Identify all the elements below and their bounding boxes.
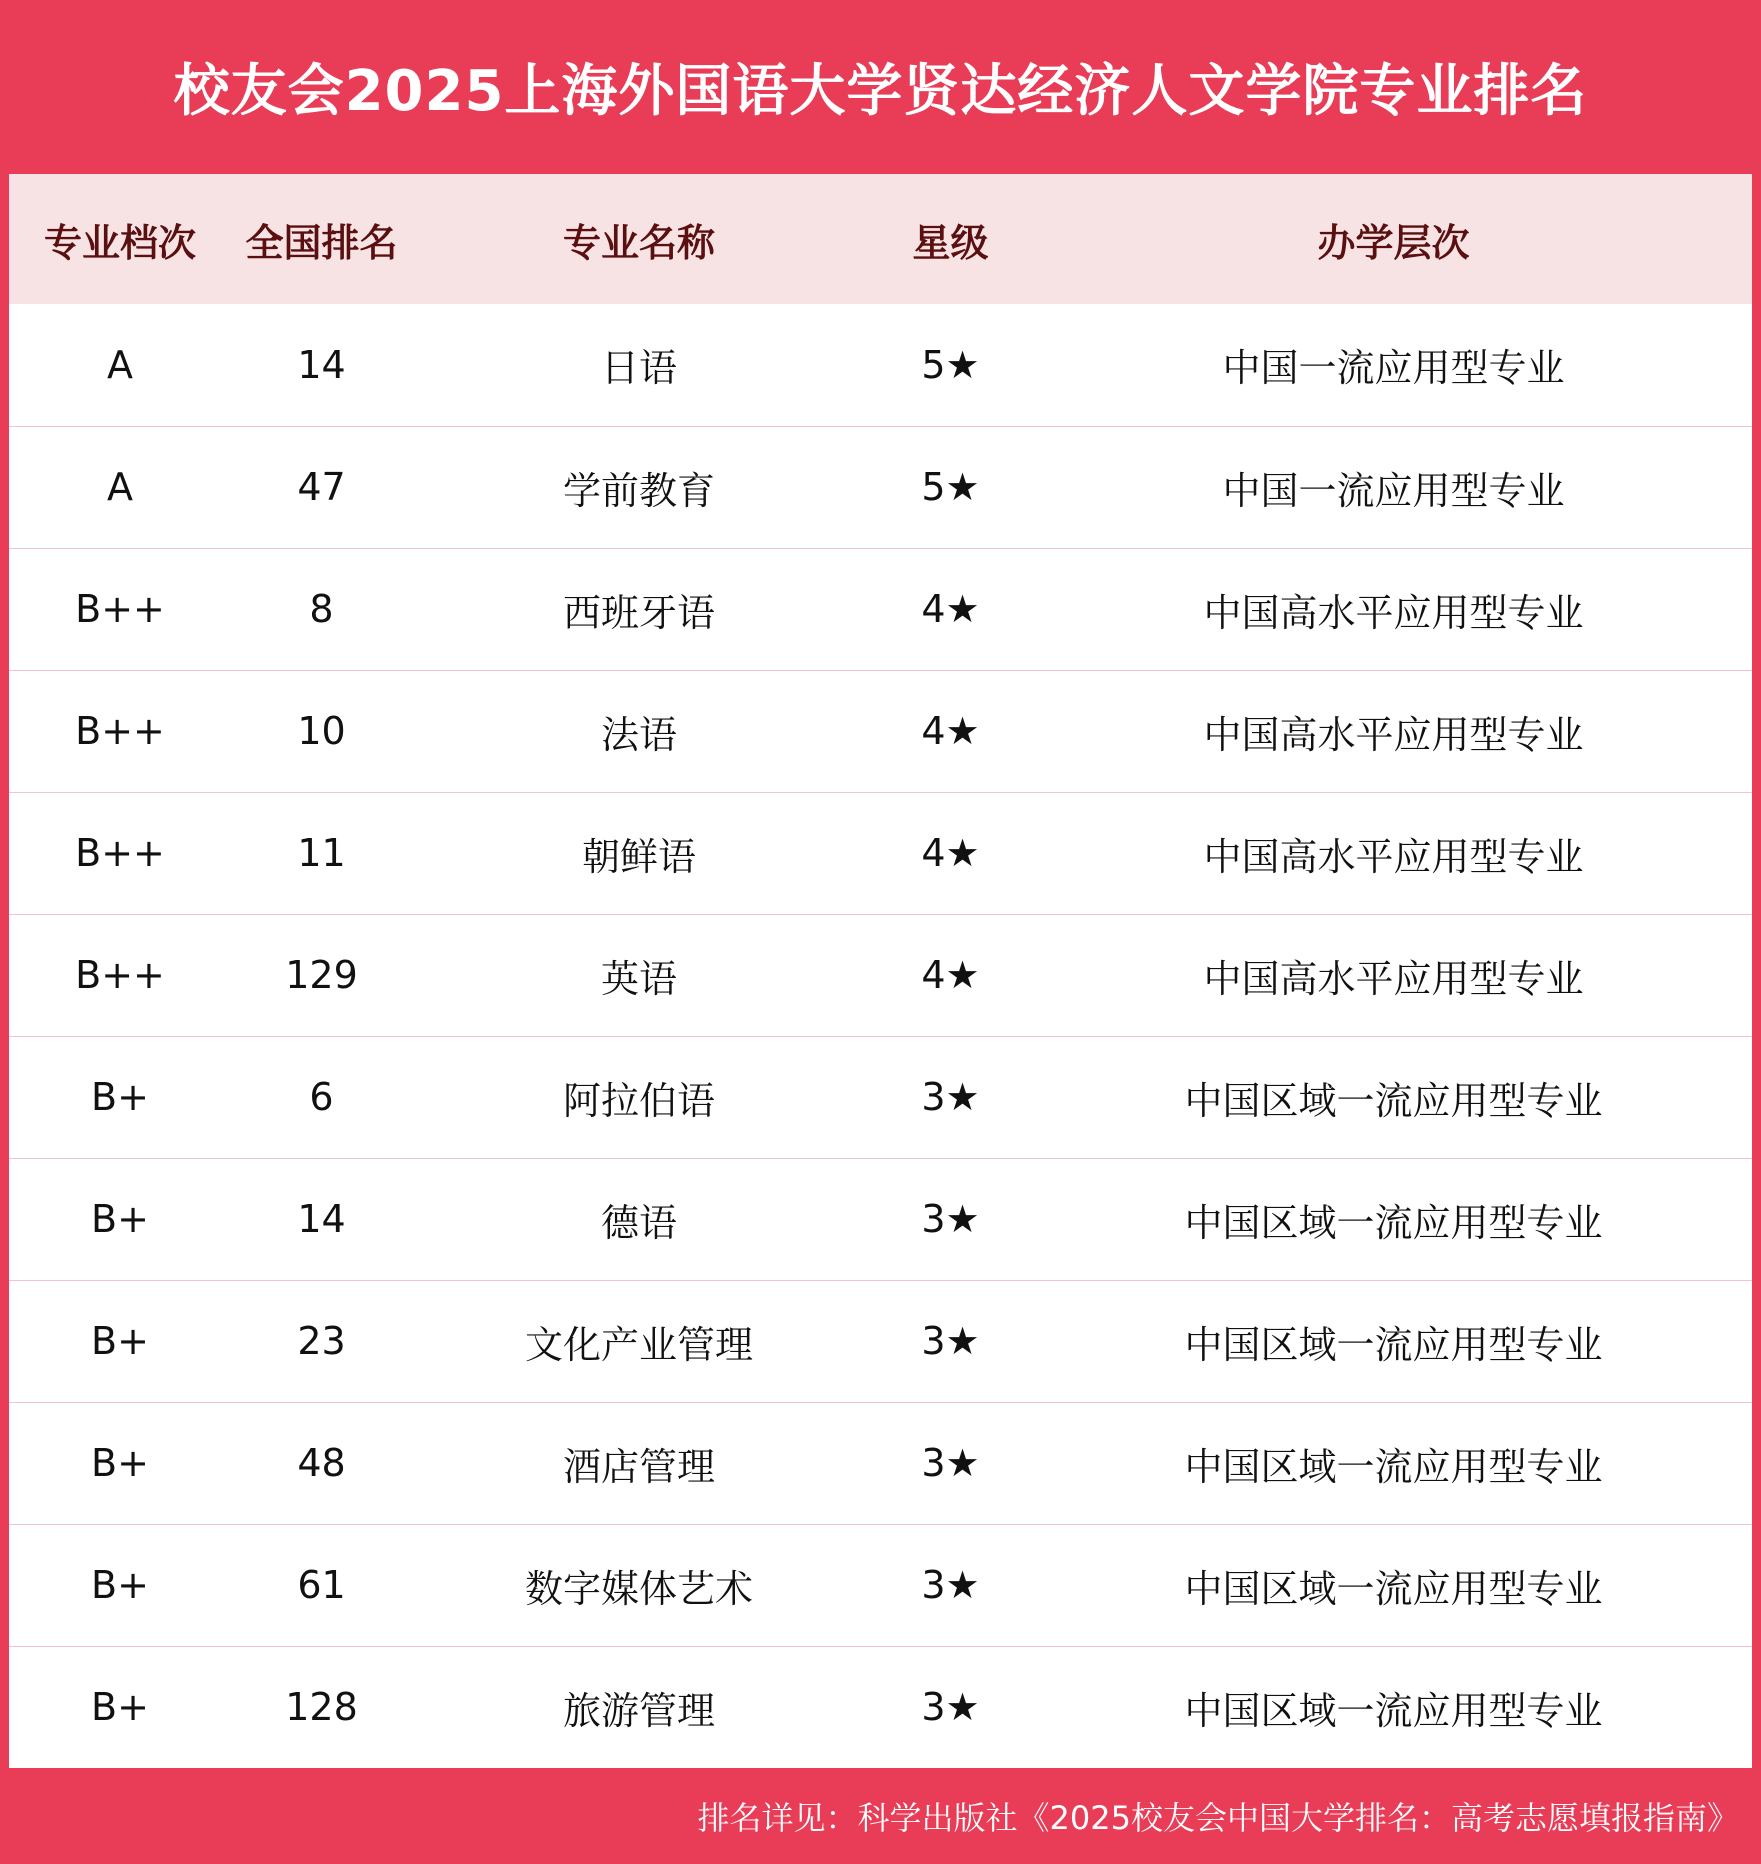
cell-level: B+ [91, 1319, 149, 1363]
cell-name: 西班牙语 [562, 590, 715, 635]
ranking-table-container [9, 174, 1752, 1768]
cell-name: 文化产业管理 [524, 1322, 753, 1367]
cell-level: B++ [75, 709, 165, 753]
cell-star: 3★ [921, 1075, 980, 1119]
table-row [9, 792, 1752, 914]
cell-level: B+ [91, 1441, 149, 1485]
table-row [9, 1524, 1752, 1646]
cell-rank: 6 [309, 1075, 334, 1119]
footer-bar [0, 1768, 1761, 1864]
cell-name: 学前教育 [562, 468, 715, 513]
source-note: 排名详见：科学出版社《2025校友会中国大学排名：高考志愿填报指南》 [697, 1799, 1739, 1837]
cell-type: 中国高水平应用型专业 [1203, 834, 1584, 879]
cell-level: A [107, 465, 133, 509]
cell-level: B+ [91, 1075, 149, 1119]
cell-type: 中国一流应用型专业 [1222, 468, 1565, 513]
cell-type: 中国高水平应用型专业 [1203, 712, 1584, 757]
cell-star: 4★ [921, 587, 980, 631]
cell-star: 3★ [921, 1197, 980, 1241]
cell-level: B++ [75, 587, 165, 631]
cell-star: 3★ [921, 1441, 980, 1485]
cell-name: 数字媒体艺术 [524, 1566, 753, 1611]
cell-type: 中国高水平应用型专业 [1203, 590, 1584, 635]
cell-rank: 11 [297, 831, 346, 875]
cell-name: 法语 [600, 712, 677, 757]
cell-level: A [107, 342, 133, 387]
cell-type: 中国区域一流应用型专业 [1184, 1322, 1603, 1367]
cell-name: 阿拉伯语 [562, 1078, 715, 1123]
cell-rank: 61 [297, 1563, 346, 1607]
column-header-level: 专业档次 [43, 220, 196, 265]
cell-star: 3★ [921, 1563, 980, 1607]
column-header-name: 专业名称 [562, 220, 715, 265]
table-row [9, 548, 1752, 670]
cell-level: B++ [75, 831, 165, 875]
table-body [9, 304, 1752, 1768]
cell-rank: 48 [297, 1441, 346, 1485]
table-row [9, 304, 1752, 426]
cell-rank: 23 [297, 1319, 346, 1363]
cell-type: 中国区域一流应用型专业 [1184, 1688, 1603, 1733]
table-row [9, 1280, 1752, 1402]
table-row [9, 426, 1752, 548]
column-header-star: 星级 [912, 220, 989, 265]
title-bar [0, 0, 1761, 174]
cell-rank: 14 [297, 1197, 346, 1241]
cell-star: 4★ [921, 831, 980, 875]
cell-rank: 129 [285, 953, 358, 997]
column-header-type: 办学层次 [1317, 220, 1470, 265]
cell-type: 中国区域一流应用型专业 [1184, 1566, 1603, 1611]
cell-rank: 10 [297, 709, 346, 753]
cell-name: 日语 [600, 346, 677, 391]
column-header-rank: 全国排名 [245, 220, 398, 265]
ranking-table [9, 174, 1752, 1768]
cell-type: 中国区域一流应用型专业 [1184, 1444, 1603, 1489]
cell-star: 3★ [921, 1685, 980, 1730]
cell-level: B++ [75, 953, 165, 997]
cell-type: 中国一流应用型专业 [1222, 346, 1565, 391]
cell-name: 酒店管理 [562, 1444, 715, 1489]
cell-level: B+ [91, 1563, 149, 1607]
cell-name: 朝鲜语 [581, 834, 696, 879]
cell-star: 5★ [921, 342, 980, 387]
table-row [9, 1036, 1752, 1158]
cell-star: 4★ [921, 709, 980, 753]
cell-type: 中国高水平应用型专业 [1203, 956, 1584, 1001]
cell-level: B+ [91, 1685, 149, 1730]
cell-star: 3★ [921, 1319, 980, 1363]
cell-name: 英语 [600, 956, 677, 1001]
page-title: 校友会2025上海外国语大学贤达经济人文学院专业排名 [173, 59, 1588, 124]
cell-rank: 14 [297, 342, 346, 387]
cell-type: 中国区域一流应用型专业 [1184, 1078, 1603, 1123]
cell-name: 旅游管理 [562, 1688, 715, 1733]
table-row [9, 1646, 1752, 1768]
table-row [9, 670, 1752, 792]
header-row [9, 174, 1752, 304]
cell-level: B+ [91, 1197, 149, 1241]
cell-name: 德语 [600, 1200, 677, 1245]
cell-type: 中国区域一流应用型专业 [1184, 1200, 1603, 1245]
cell-rank: 47 [297, 465, 346, 509]
table-header [9, 174, 1752, 304]
table-row [9, 914, 1752, 1036]
cell-rank: 8 [309, 587, 334, 631]
table-row [9, 1158, 1752, 1280]
cell-rank: 128 [285, 1685, 358, 1730]
cell-star: 4★ [921, 953, 980, 997]
cell-star: 5★ [921, 465, 980, 509]
table-row [9, 1402, 1752, 1524]
